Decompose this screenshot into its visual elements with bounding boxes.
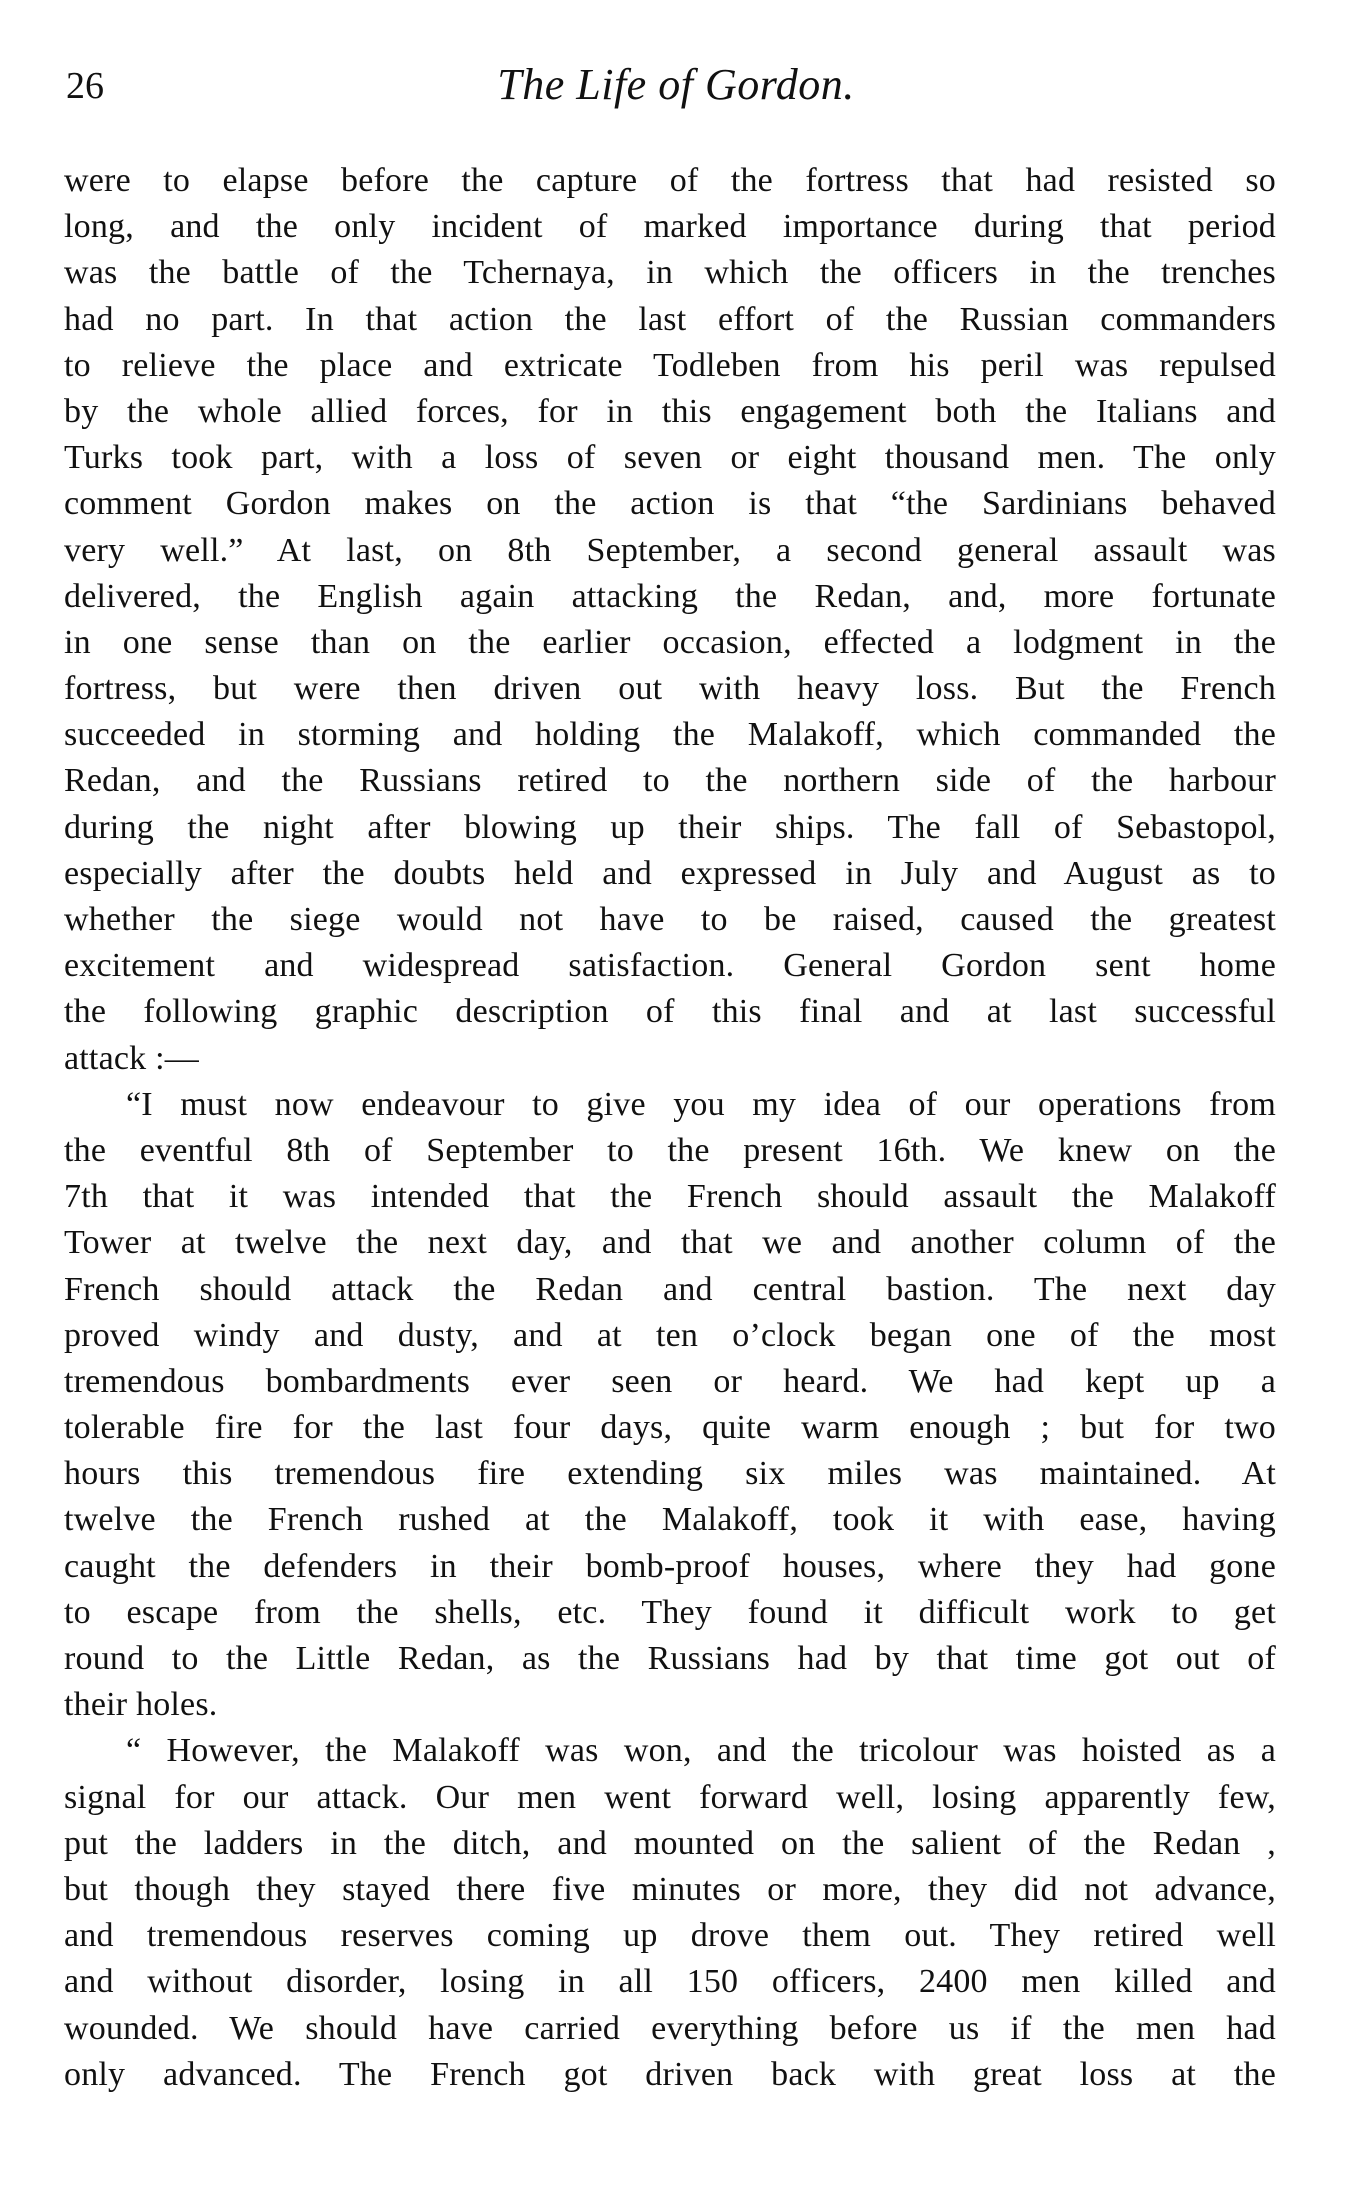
- text-line: and without disorder, losing in all 150 officers, 2400 men killed and: [64, 1963, 1276, 2001]
- text-line: during the night after blowing up their ships. The fall of Sebastopol,: [64, 808, 1276, 846]
- text-line: comment Gordon makes on the action is that “the Sardinians behaved: [64, 485, 1276, 523]
- text-line: tremendous bombardments ever seen or heard. We had kept up a: [64, 1362, 1276, 1400]
- text-line: put the ladders in the ditch, and mounted on the salient of the Redan ,: [64, 1824, 1276, 1862]
- text-line: twelve the French rushed at the Malakoff, took it with ease, having: [64, 1501, 1276, 1539]
- text-line: the following graphic description of this final and at last successful: [64, 993, 1276, 1031]
- text-line: tolerable fire for the last four days, quite warm enough ; but for two: [64, 1409, 1276, 1447]
- running-head: [66, 58, 1286, 118]
- text-line: by the whole allied forces, for in this engagement both the Italians and: [64, 392, 1276, 430]
- text-line: excitement and widespread satisfaction. General Gordon sent home: [64, 947, 1276, 985]
- text-line: “I must now endeavour to give you my idea of our operations from: [126, 1085, 1276, 1123]
- page-number: 26: [66, 65, 104, 107]
- text-line: “ However, the Malakoff was won, and the tricolour was hoisted as a: [126, 1732, 1276, 1770]
- text-line: was the battle of the Tchernaya, in which the officers in the trenches: [64, 254, 1276, 292]
- text-line: only advanced. The French got driven back with great loss at the: [64, 2055, 1276, 2093]
- text-line: Tower at twelve the next day, and that we and another column of the: [64, 1224, 1276, 1262]
- body-text: [64, 158, 1276, 2098]
- text-line: to escape from the shells, etc. They found it difficult work to get: [64, 1593, 1276, 1631]
- text-line: Redan, and the Russians retired to the northern side of the harbour: [64, 762, 1276, 800]
- text-line: especially after the doubts held and expressed in July and August as to: [64, 854, 1276, 892]
- text-line: delivered, the English again attacking the Redan, and, more fortunate: [64, 577, 1276, 615]
- running-title: The Life of Gordon.: [497, 60, 855, 109]
- text-line: had no part. In that action the last effort of the Russian commanders: [64, 300, 1276, 338]
- text-line: whether the siege would not have to be raised, caused the greatest: [64, 901, 1276, 938]
- text-line: round to the Little Redan, as the Russians had by that time got out of: [64, 1640, 1276, 1677]
- text-line: in one sense than on the earlier occasion, effected a lodgment in the: [64, 623, 1276, 661]
- text-line: their holes.: [64, 1686, 218, 1724]
- text-line: very well.” At last, on 8th September, a second general assault was: [64, 531, 1276, 569]
- text-line: hours this tremendous fire extending six miles was maintained. At: [64, 1455, 1276, 1493]
- text-line: caught the defenders in their bomb-proof houses, where they had gone: [64, 1547, 1276, 1585]
- text-line: and tremendous reserves coming up drove them out. They retired well: [64, 1917, 1276, 1955]
- text-line: 7th that it was intended that the French should assault the Malakoff: [64, 1178, 1276, 1216]
- text-line: were to elapse before the capture of the fortress that had resisted so: [64, 162, 1276, 199]
- text-line: Turks took part, with a loss of seven or eight thousand men. The only: [64, 439, 1276, 477]
- text-line: the eventful 8th of September to the present 16th. We knew on the: [64, 1131, 1276, 1169]
- text-line: but though they stayed there five minutes or more, they did not advance,: [64, 1870, 1276, 1908]
- text-line: to relieve the place and extricate Todleben from his peril was repulsed: [64, 346, 1276, 384]
- text-line: French should attack the Redan and central bastion. The next day: [64, 1270, 1276, 1308]
- text-line: succeeded in storming and holding the Malakoff, which commanded the: [64, 716, 1276, 754]
- text-line: proved windy and dusty, and at ten o’clock began one of the most: [64, 1316, 1276, 1354]
- text-line: attack :—: [64, 1039, 199, 1077]
- text-line: fortress, but were then driven out with heavy loss. But the French: [64, 670, 1276, 708]
- text-line: wounded. We should have carried everything before us if the men had: [64, 2009, 1276, 2047]
- text-line: long, and the only incident of marked importance during that period: [64, 208, 1276, 246]
- text-line: signal for our attack. Our men went forward well, losing apparently few,: [64, 1778, 1276, 1816]
